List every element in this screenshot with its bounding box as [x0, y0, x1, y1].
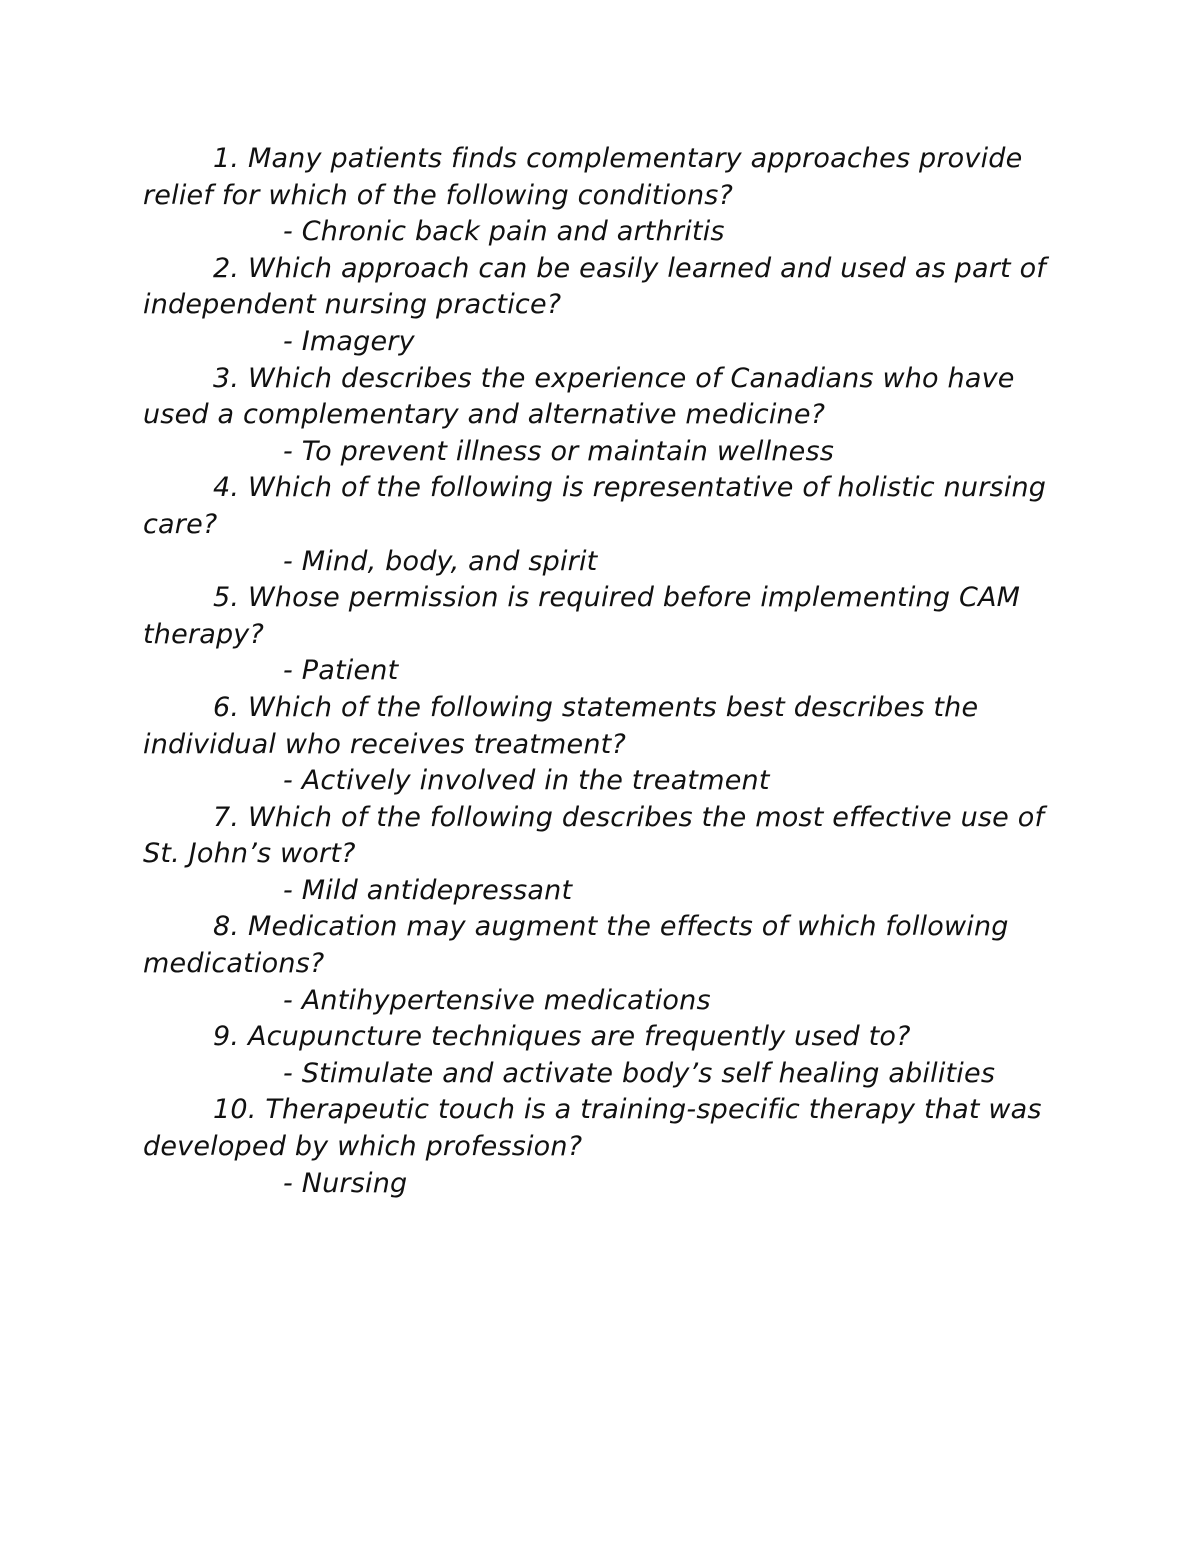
qa-item-5: [143, 580, 1063, 690]
answer-2: - Imagery: [283, 325, 415, 357]
answer-8: - Antihypertensive medications: [283, 984, 711, 1016]
qa-item-9: [143, 1019, 1063, 1092]
qa-item-4: [143, 470, 1063, 580]
qa-item-2: [143, 251, 1063, 361]
question-8: 8. Medication may augment the effects of which following medications?: [143, 911, 1009, 980]
qa-item-3: [143, 361, 1063, 471]
answer-1: - Chronic back pain and arthritis: [283, 216, 725, 248]
answer-3: - To prevent illness or maintain wellness: [283, 435, 834, 467]
question-7: 7. Which of the following describes the most effective use of St. John’s wort?: [143, 801, 1045, 870]
qa-item-10: [143, 1092, 1063, 1202]
answer-5: - Patient: [283, 655, 399, 687]
answer-9: - Stimulate and activate body’s self healing abilities: [283, 1057, 996, 1089]
question-2: 2. Which approach can be easily learned and used as part of independent nursing practice?: [143, 252, 1046, 321]
qa-item-6: [143, 690, 1063, 800]
question-6: 6. Which of the following statements best describes the individual who receives treatment?: [143, 691, 979, 760]
answer-7: - Mild antidepressant: [283, 874, 573, 906]
qa-item-8: [143, 909, 1063, 1019]
qa-list: [143, 141, 1063, 1202]
question-9: 9. Acupuncture techniques are frequently used to?: [213, 1021, 911, 1053]
question-4: 4. Which of the following is representative of holistic nursing care?: [143, 472, 1047, 540]
qa-item-7: [143, 800, 1063, 910]
question-5: 5. Whose permission is required before implementing CAM therapy?: [143, 582, 1021, 650]
answer-10: - Nursing: [283, 1167, 408, 1199]
answer-4: - Mind, body, and spirit: [283, 545, 598, 577]
question-1: 1. Many patients finds complementary approaches provide relief for which of the following conditions?: [143, 143, 1023, 211]
qa-item-1: [143, 141, 1063, 251]
answer-6: - Actively involved in the treatment: [283, 765, 770, 797]
question-3: 3. Which describes the experience of Canadians who have used a complementary and alternative medicine?: [143, 362, 1015, 431]
question-10: 10. Therapeutic touch is a training-specific therapy that was developed by which profession?: [143, 1094, 1042, 1163]
